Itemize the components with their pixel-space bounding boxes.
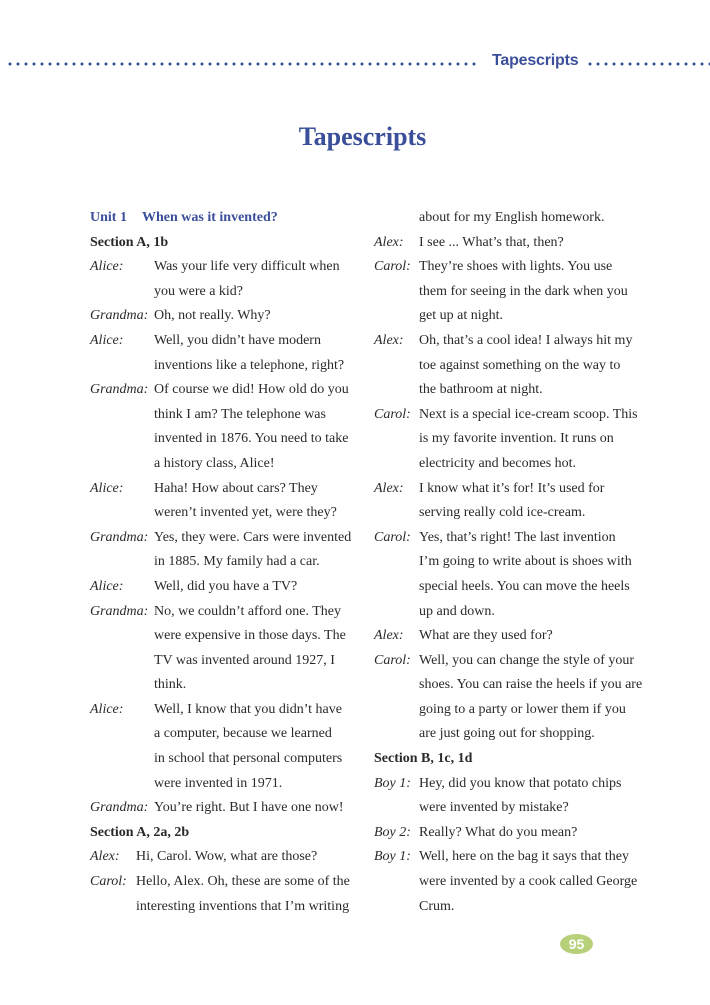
speech-text: going to a party or lower them if you <box>419 701 626 717</box>
speaker-name: Grandma: <box>90 529 149 545</box>
page-title: Tapescripts <box>298 122 427 151</box>
speaker-indent <box>374 452 419 477</box>
speech-text: What are they used for? <box>419 628 553 644</box>
dialogue-line <box>90 722 360 747</box>
speaker-indent <box>374 354 419 379</box>
dialogue-line <box>90 280 360 305</box>
speaker-name: Alex: <box>374 628 404 644</box>
speech-text: toe against something on the way to <box>419 357 621 373</box>
speaker-indent <box>90 501 154 526</box>
dialogue-line <box>90 354 360 379</box>
speaker-indent <box>90 895 136 920</box>
dialogue-line <box>374 501 644 526</box>
dialogue-line <box>374 600 644 625</box>
dialogue-line <box>90 895 360 920</box>
dotted-rule-left <box>6 62 480 66</box>
speech-text: you were a kid? <box>154 283 244 299</box>
speaker-indent <box>374 550 419 575</box>
dialogue-block <box>90 255 360 821</box>
speaker-indent <box>90 427 154 452</box>
dialogue-line <box>374 870 644 895</box>
speech-text: were invented in 1971. <box>154 775 283 791</box>
dialogue-line <box>90 427 360 452</box>
dialogue-line <box>374 255 644 280</box>
dialogue-line <box>90 329 360 354</box>
speaker-indent <box>374 501 419 526</box>
speech-text: Hi, Carol. Wow, what are those? <box>136 849 318 865</box>
speech-text: TV was invented around 1927, I <box>154 652 335 668</box>
unit-title: When was it invented? <box>142 210 278 225</box>
dialogue-line <box>374 526 644 551</box>
dialogue-line <box>374 649 644 674</box>
speech-text: Haha! How about cars? They <box>154 480 318 496</box>
speech-text: Really? What do you mean? <box>419 824 578 840</box>
dialogue-line <box>374 231 644 256</box>
dialogue-line <box>374 477 644 502</box>
speech-text: up and down. <box>419 603 495 619</box>
speech-text: serving really cold ice-cream. <box>419 505 586 521</box>
speech-text: are just going out for shopping. <box>419 726 595 742</box>
speaker-name: Alice: <box>90 259 124 275</box>
speaker-indent <box>374 304 419 329</box>
speaker-name: Carol: <box>374 406 411 422</box>
speaker-indent <box>90 747 154 772</box>
dialogue-continuation <box>374 206 644 231</box>
speaker-indent <box>374 427 419 452</box>
dialogue-line <box>90 845 360 870</box>
dialogue-line <box>90 673 360 698</box>
dialogue-line <box>374 575 644 600</box>
dialogue-line <box>90 304 360 329</box>
speech-text: Oh, that’s a cool idea! I always hit my <box>419 332 633 348</box>
page-number-badge: 95 <box>560 934 593 954</box>
dialogue-line <box>374 550 644 575</box>
speaker-name: Carol: <box>90 874 127 890</box>
speaker-indent <box>374 378 419 403</box>
speech-text: I know what it’s for! It’s used for <box>419 480 605 496</box>
speaker-name: Alice: <box>90 480 124 496</box>
speech-text: Yes, they were. Cars were invented <box>154 529 352 545</box>
running-header-title: Tapescripts <box>492 52 579 69</box>
dialogue-line <box>90 255 360 280</box>
speaker-indent <box>90 772 154 797</box>
dialogue-block <box>90 845 360 919</box>
dialogue-line <box>374 280 644 305</box>
speaker-name: Alex: <box>374 332 404 348</box>
dialogue-line <box>374 378 644 403</box>
running-header <box>0 52 710 74</box>
speaker-name: Alice: <box>90 332 124 348</box>
speech-text: about for my English homework. <box>419 210 605 225</box>
dialogue-line <box>90 624 360 649</box>
dialogue-line <box>374 821 644 846</box>
speech-text: Hello, Alex. Oh, these are some of the <box>136 874 350 890</box>
speech-text: electricity and becomes hot. <box>419 455 577 471</box>
speaker-indent <box>374 722 419 747</box>
speech-text: Of course we did! How old do you <box>154 382 349 398</box>
speech-text: No, we couldn’t afford one. They <box>154 603 342 619</box>
dialogue-line <box>90 403 360 428</box>
dialogue-line <box>90 526 360 551</box>
speech-text: them for seeing in the dark when you <box>419 283 628 299</box>
dialogue-line <box>90 772 360 797</box>
speech-text: Well, I know that you didn’t have <box>154 701 342 717</box>
speech-text: Well, here on the bag it says that they <box>419 849 629 865</box>
dialogue-line <box>374 845 644 870</box>
speech-text: Next is a special ice-cream scoop. This <box>419 406 638 422</box>
dialogue-line <box>374 624 644 649</box>
speaker-name: Alex: <box>90 849 120 865</box>
speech-text: weren’t invented yet, were they? <box>154 505 337 521</box>
speaker-name: Carol: <box>374 529 411 545</box>
speech-text: a computer, because we learned <box>154 726 332 742</box>
dialogue-line <box>90 550 360 575</box>
dialogue-line <box>374 722 644 747</box>
speech-text: a history class, Alice! <box>154 455 275 471</box>
dialogue-line <box>90 378 360 403</box>
dialogue-line <box>90 452 360 477</box>
speech-text: Crum. <box>419 898 455 914</box>
speech-text: Oh, not really. Why? <box>154 308 271 324</box>
speech-text: Well, did you have a TV? <box>154 578 298 594</box>
speaker-indent <box>90 354 154 379</box>
speech-text: inventions like a telephone, right? <box>154 357 345 373</box>
speaker-name: Boy 2: <box>374 824 411 840</box>
unit-number: Unit 1 <box>90 210 127 225</box>
speaker-indent <box>374 698 419 723</box>
speaker-indent <box>90 722 154 747</box>
dialogue-line <box>374 698 644 723</box>
speech-text: I see ... What’s that, then? <box>419 234 564 250</box>
dialogue-block <box>374 231 644 747</box>
dialogue-line <box>374 895 644 920</box>
speech-text: is my favorite invention. It runs on <box>419 431 614 447</box>
speaker-indent <box>90 550 154 575</box>
speaker-name: Boy 1: <box>374 775 411 791</box>
speaker-indent <box>374 600 419 625</box>
speech-text: Hey, did you know that potato chips <box>419 775 622 791</box>
speech-text: were invented by mistake? <box>419 800 569 816</box>
dialogue-line <box>374 427 644 452</box>
speaker-name: Grandma: <box>90 800 149 816</box>
dialogue-block <box>374 772 644 920</box>
speaker-indent <box>90 280 154 305</box>
speaker-indent <box>374 673 419 698</box>
dialogue-line <box>90 477 360 502</box>
speech-text: get up at night. <box>419 308 503 324</box>
speech-text: I’m going to write about is shoes with <box>419 554 632 570</box>
unit-heading <box>90 206 360 231</box>
speaker-name: Grandma: <box>90 382 149 398</box>
dialogue-line <box>90 747 360 772</box>
dialogue-line <box>374 452 644 477</box>
speaker-name: Boy 1: <box>374 849 411 865</box>
dialogue-line <box>90 575 360 600</box>
speech-text: Well, you can change the style of your <box>419 652 635 668</box>
speaker-name: Alice: <box>90 578 124 594</box>
speaker-indent <box>90 403 154 428</box>
speech-text: the bathroom at night. <box>419 382 543 398</box>
right-column <box>374 206 644 919</box>
section-heading: Section B, 1c, 1d <box>374 751 473 767</box>
section-heading: Section A, 1b <box>90 234 169 250</box>
speaker-name: Carol: <box>374 259 411 275</box>
dialogue-line <box>374 354 644 379</box>
dialogue-line <box>90 698 360 723</box>
speech-text: shoes. You can raise the heels if you are <box>419 677 643 693</box>
speaker-indent <box>374 870 419 895</box>
speech-text: were invented by a cook called George <box>419 874 638 890</box>
speaker-indent <box>374 280 419 305</box>
speech-text: in 1885. My family had a car. <box>154 554 320 570</box>
speaker-indent <box>90 624 154 649</box>
speech-text: special heels. You can move the heels <box>419 578 630 594</box>
speaker-indent <box>374 796 419 821</box>
speaker-indent <box>90 673 154 698</box>
speech-text: interesting inventions that I’m writing <box>136 898 350 914</box>
speech-text: Well, you didn’t have modern <box>154 332 321 348</box>
speech-text: were expensive in those days. The <box>154 628 346 644</box>
speech-text: invented in 1876. You need to take <box>154 431 349 447</box>
speech-text: You’re right. But I have one now! <box>154 800 344 816</box>
dialogue-line <box>374 403 644 428</box>
speaker-indent <box>374 575 419 600</box>
section-heading: Section A, 2a, 2b <box>90 824 190 840</box>
speech-text: Was your life very difficult when <box>154 259 340 275</box>
dialogue-line <box>90 870 360 895</box>
left-column <box>90 206 360 919</box>
speaker-name: Alex: <box>374 234 404 250</box>
speech-text: Yes, that’s right! The last invention <box>419 529 616 545</box>
dialogue-line <box>90 501 360 526</box>
speaker-name: Carol: <box>374 652 411 668</box>
speech-text: think I am? The telephone was <box>154 406 326 422</box>
dialogue-line <box>374 304 644 329</box>
dialogue-line <box>374 329 644 354</box>
speech-text: think. <box>154 677 187 693</box>
dialogue-line <box>90 796 360 821</box>
speaker-indent <box>90 452 154 477</box>
dialogue-line <box>90 600 360 625</box>
speaker-name: Alice: <box>90 701 124 717</box>
speaker-indent <box>374 895 419 920</box>
dialogue-line <box>374 772 644 797</box>
speaker-name: Grandma: <box>90 603 149 619</box>
dotted-rule-right <box>586 62 710 66</box>
speaker-name: Alex: <box>374 480 404 496</box>
dialogue-line <box>374 796 644 821</box>
speech-text: They’re shoes with lights. You use <box>419 259 613 275</box>
dialogue-line <box>374 673 644 698</box>
speaker-name: Grandma: <box>90 308 149 324</box>
speaker-indent <box>90 649 154 674</box>
dialogue-line <box>90 649 360 674</box>
speech-text: in school that personal computers <box>154 751 343 767</box>
